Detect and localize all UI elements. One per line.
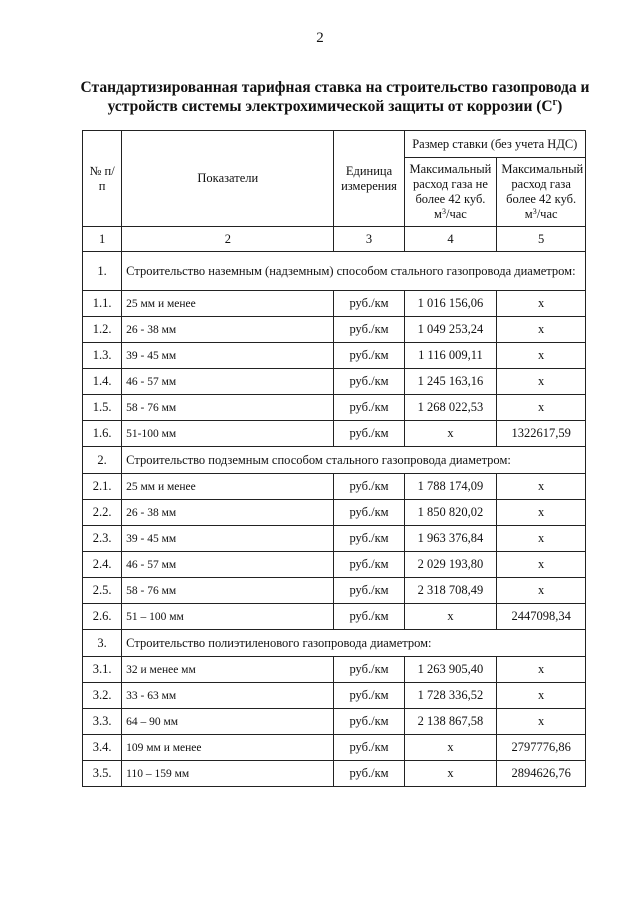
row-unit: руб./км — [334, 369, 404, 395]
row-number: 1.5. — [83, 395, 122, 421]
row-name: 26 - 38 мм — [122, 317, 334, 343]
table-row — [83, 421, 586, 447]
column-number: 4 — [404, 227, 497, 252]
row-unit: руб./км — [334, 761, 404, 787]
table-row — [83, 578, 586, 604]
row-value-gt-42: 2797776,86 — [497, 735, 586, 761]
row-value-le-42: 2 029 193,80 — [404, 552, 497, 578]
row-value-gt-42: x — [497, 343, 586, 369]
header-indicators: Показатели — [122, 131, 334, 227]
header-max-le-42-text: Максимальный расход газа не более 42 куб. м — [409, 162, 492, 221]
title-line-1: Стандартизированная тарифная ставка на строительство газопровода и — [80, 79, 590, 96]
row-value-gt-42: x — [497, 683, 586, 709]
row-number: 3.5. — [83, 761, 122, 787]
row-name: 51 – 100 мм — [122, 604, 334, 630]
row-number: 1.6. — [83, 421, 122, 447]
row-unit: руб./км — [334, 474, 404, 500]
row-value-gt-42: x — [497, 317, 586, 343]
table-row — [83, 317, 586, 343]
table-row — [83, 369, 586, 395]
row-number: 1.1. — [83, 291, 122, 317]
row-number: 3.1. — [83, 657, 122, 683]
row-unit: руб./км — [334, 578, 404, 604]
section-title: Строительство наземным (надземным) способом стального газопровода диаметром: — [122, 252, 586, 291]
row-value-le-42: x — [404, 735, 497, 761]
row-value-gt-42: x — [497, 552, 586, 578]
section-row — [83, 252, 586, 291]
column-number: 2 — [122, 227, 334, 252]
column-number: 3 — [334, 227, 404, 252]
row-value-le-42: x — [404, 421, 497, 447]
row-value-le-42: 1 245 163,16 — [404, 369, 497, 395]
header-max-le-42-sup: 3 — [441, 207, 446, 216]
header-num: № п/п — [83, 131, 122, 227]
row-number: 2.5. — [83, 578, 122, 604]
section-number: 3. — [83, 630, 122, 657]
table-row — [83, 709, 586, 735]
row-unit: руб./км — [334, 604, 404, 630]
row-value-gt-42: x — [497, 474, 586, 500]
row-unit: руб./км — [334, 657, 404, 683]
row-value-le-42: 1 788 174,09 — [404, 474, 497, 500]
header-unit: Единица измерения — [334, 131, 404, 227]
row-name: 51-100 мм — [122, 421, 334, 447]
row-name: 26 - 38 мм — [122, 500, 334, 526]
column-number: 1 — [83, 227, 122, 252]
row-value-gt-42: x — [497, 657, 586, 683]
table-header — [83, 131, 586, 252]
row-value-le-42: 2 138 867,58 — [404, 709, 497, 735]
column-number: 5 — [497, 227, 586, 252]
row-name: 58 - 76 мм — [122, 395, 334, 421]
row-name: 33 - 63 мм — [122, 683, 334, 709]
table-row — [83, 343, 586, 369]
section-row — [83, 447, 586, 474]
section-2 — [83, 447, 586, 630]
row-name: 32 и менее мм — [122, 657, 334, 683]
table-row — [83, 761, 586, 787]
column-number-row — [83, 227, 586, 252]
row-number: 1.4. — [83, 369, 122, 395]
row-value-gt-42: x — [497, 291, 586, 317]
title-line-2: устройств системы электрохимической защиты от коррозии (С — [107, 98, 553, 115]
row-name: 58 - 76 мм — [122, 578, 334, 604]
title-superscript: г — [552, 97, 558, 108]
row-value-gt-42: x — [497, 395, 586, 421]
row-name: 46 - 57 мм — [122, 369, 334, 395]
table-row — [83, 657, 586, 683]
row-number: 1.3. — [83, 343, 122, 369]
row-number: 1.2. — [83, 317, 122, 343]
section-1 — [83, 252, 586, 447]
title-close-paren: ) — [557, 98, 563, 115]
row-value-le-42: 1 728 336,52 — [404, 683, 497, 709]
row-value-le-42: 2 318 708,49 — [404, 578, 497, 604]
section-3 — [83, 630, 586, 787]
row-unit: руб./км — [334, 526, 404, 552]
row-number: 3.3. — [83, 709, 122, 735]
row-number: 3.2. — [83, 683, 122, 709]
section-number: 2. — [83, 447, 122, 474]
row-value-gt-42: 1322617,59 — [497, 421, 586, 447]
row-value-le-42: 1 116 009,11 — [404, 343, 497, 369]
header-max-gt-42-sup: 3 — [532, 207, 537, 216]
row-number: 2.2. — [83, 500, 122, 526]
row-value-le-42: x — [404, 761, 497, 787]
row-number: 2.1. — [83, 474, 122, 500]
row-value-gt-42: x — [497, 500, 586, 526]
row-name: 64 – 90 мм — [122, 709, 334, 735]
row-number: 2.6. — [83, 604, 122, 630]
section-title: Строительство подземным способом стального газопровода диаметром: — [122, 447, 586, 474]
row-value-gt-42: x — [497, 369, 586, 395]
row-unit: руб./км — [334, 709, 404, 735]
row-value-gt-42: 2894626,76 — [497, 761, 586, 787]
row-value-le-42: 1 263 905,40 — [404, 657, 497, 683]
row-value-le-42: 1 049 253,24 — [404, 317, 497, 343]
row-unit: руб./км — [334, 735, 404, 761]
tariff-table — [82, 130, 586, 787]
row-unit: руб./км — [334, 291, 404, 317]
row-number: 2.4. — [83, 552, 122, 578]
table-row — [83, 604, 586, 630]
section-number: 1. — [83, 252, 122, 291]
header-max-le-42 — [404, 158, 497, 227]
row-value-le-42: x — [404, 604, 497, 630]
row-value-gt-42: x — [497, 709, 586, 735]
table-row — [83, 552, 586, 578]
row-value-gt-42: x — [497, 526, 586, 552]
section-title: Строительство полиэтиленового газопровода диаметром: — [122, 630, 586, 657]
row-name: 25 мм и менее — [122, 474, 334, 500]
header-rate-size: Размер ставки (без учета НДС) — [404, 131, 585, 158]
row-unit: руб./км — [334, 500, 404, 526]
table-row — [83, 474, 586, 500]
row-value-le-42: 1 850 820,02 — [404, 500, 497, 526]
row-value-gt-42: x — [497, 578, 586, 604]
row-name: 25 мм и менее — [122, 291, 334, 317]
row-unit: руб./км — [334, 552, 404, 578]
row-unit: руб./км — [334, 395, 404, 421]
row-value-gt-42: 2447098,34 — [497, 604, 586, 630]
row-value-le-42: 1 963 376,84 — [404, 526, 497, 552]
row-name: 109 мм и менее — [122, 735, 334, 761]
row-number: 2.3. — [83, 526, 122, 552]
row-unit: руб./км — [334, 683, 404, 709]
header-max-le-42-per-hour: /час — [445, 207, 467, 221]
row-name: 46 - 57 мм — [122, 552, 334, 578]
table-row — [83, 735, 586, 761]
row-unit: руб./км — [334, 421, 404, 447]
row-name: 39 - 45 мм — [122, 526, 334, 552]
table-row — [83, 395, 586, 421]
table-row — [83, 291, 586, 317]
header-max-gt-42 — [497, 158, 586, 227]
document-title — [70, 78, 600, 116]
header-max-gt-42-per-hour: /час — [536, 207, 558, 221]
section-row — [83, 630, 586, 657]
table-row — [83, 526, 586, 552]
row-number: 3.4. — [83, 735, 122, 761]
table-row — [83, 683, 586, 709]
page-number: 2 — [316, 30, 324, 46]
table-row — [83, 500, 586, 526]
row-name: 39 - 45 мм — [122, 343, 334, 369]
row-unit: руб./км — [334, 343, 404, 369]
row-value-le-42: 1 268 022,53 — [404, 395, 497, 421]
row-unit: руб./км — [334, 317, 404, 343]
row-name: 110 – 159 мм — [122, 761, 334, 787]
row-value-le-42: 1 016 156,06 — [404, 291, 497, 317]
header-max-gt-42-text: Максимальный расход газа более 42 куб. м — [501, 162, 584, 221]
